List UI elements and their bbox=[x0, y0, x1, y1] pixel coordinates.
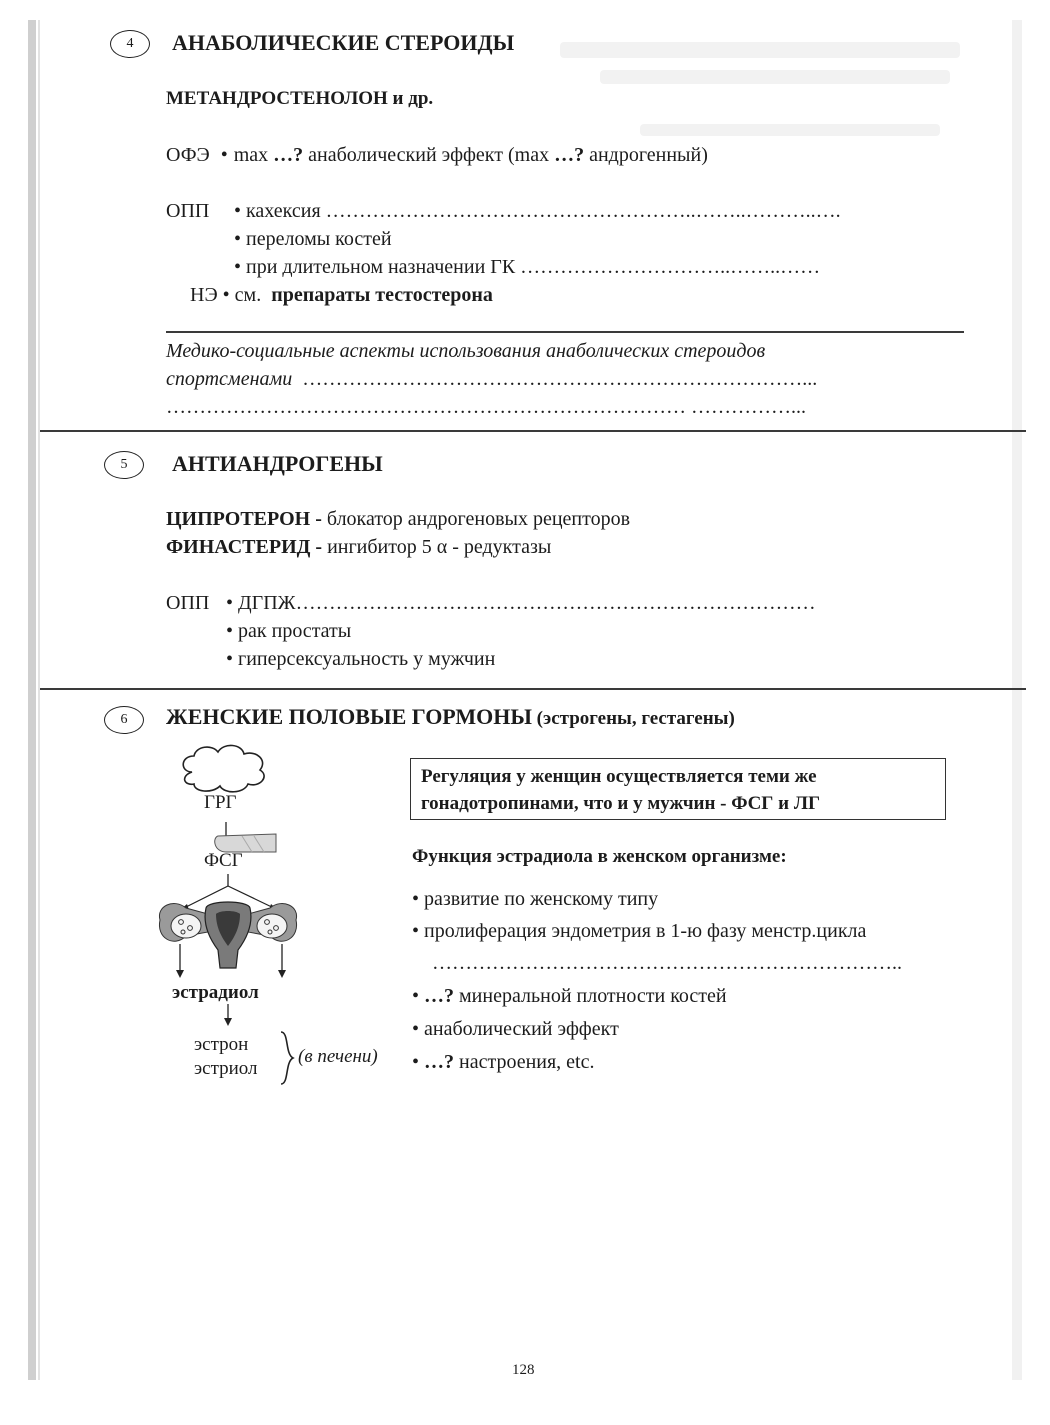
list-item: • …? минеральной плотности костей bbox=[412, 985, 727, 1007]
answer-dots: …………………………………………………………….. bbox=[432, 952, 902, 974]
estriol-label: эстриол bbox=[194, 1058, 258, 1079]
section-title: ЖЕНСКИЕ ПОЛОВЫЕ ГОРМОНЫ (эстрогены, гестагены) bbox=[166, 704, 735, 729]
grg-label: ГРГ bbox=[204, 792, 237, 813]
bullet: • bbox=[220, 144, 228, 166]
bleed-through bbox=[560, 42, 960, 58]
list-item: • переломы костей bbox=[234, 228, 392, 250]
brace-icon bbox=[278, 1030, 298, 1086]
opp-label: ОПП bbox=[166, 592, 210, 614]
aspects-dots: …………………………………………………………………… ……………... bbox=[166, 396, 806, 418]
ofe-label: ОФЭ bbox=[166, 144, 210, 166]
ofe-line bbox=[166, 144, 708, 167]
page-edge-shadow bbox=[1012, 20, 1022, 1380]
list-item: • кахексия ………………………………………………..……..………..…. bbox=[234, 200, 841, 222]
function-heading: Функция эстрадиола в женском организме: bbox=[412, 846, 787, 867]
list-item: • при длительном назначении ГК …………………………..……..…… bbox=[234, 256, 821, 278]
list-item: • пролиферация эндометрия в 1-ю фазу менстр.цикла bbox=[412, 920, 867, 942]
bleed-through bbox=[600, 70, 950, 84]
list-item: • ДГПЖ…………………………………………………………………… bbox=[226, 592, 816, 614]
ne-prefix: см. bbox=[234, 284, 262, 306]
list-item: • анаболический эффект bbox=[412, 1018, 619, 1040]
question-mark: …? bbox=[554, 144, 585, 166]
book-spine-shadow-inner bbox=[38, 20, 40, 1380]
aspects-text: спортсменами …………………………………………………………………... bbox=[166, 368, 818, 390]
ofe-text: анаболический эффект (max bbox=[303, 144, 555, 166]
aspects-text: Медико-социальные аспекты использования анаболических стероидов bbox=[166, 340, 766, 362]
list-item: • гиперсексуальность у мужчин bbox=[226, 648, 496, 670]
page-number: 128 bbox=[512, 1362, 535, 1378]
ofe-text: андрогенный) bbox=[584, 144, 708, 166]
list-item: • рак простаты bbox=[226, 620, 352, 642]
estradiol-label: эстрадиол bbox=[172, 982, 259, 1003]
drug-line: ЦИПРОТЕРОН - блокатор андрогеновых рецепторов bbox=[166, 508, 631, 530]
estron-label: эстрон bbox=[194, 1034, 249, 1055]
ne-reference: препараты тестостерона bbox=[271, 284, 493, 306]
section-number-badge: 5 bbox=[104, 451, 144, 479]
drug-name: МЕТАНДРОСТЕНОЛОН и др. bbox=[166, 88, 434, 109]
section-title: АНТИАНДРОГЕНЫ bbox=[172, 451, 383, 476]
list-item: • развитие по женскому типу bbox=[412, 888, 659, 910]
book-spine-shadow bbox=[28, 20, 36, 1380]
list-item: • …? настроения, etc. bbox=[412, 1051, 595, 1073]
ne-line: НЭ • см. препараты тестостерона bbox=[190, 284, 493, 306]
bleed-through bbox=[640, 124, 940, 136]
brain-cloud-icon bbox=[183, 745, 264, 791]
section-title: АНАБОЛИЧЕСКИЕ СТЕРОИДЫ bbox=[172, 30, 515, 55]
fsg-label: ФСГ bbox=[204, 850, 243, 871]
question-mark: …? bbox=[273, 144, 304, 166]
section-divider bbox=[40, 688, 1026, 690]
opp-label: ОПП bbox=[166, 200, 210, 222]
regulation-box: Регуляция у женщин осуществляется теми же гонадотропинами, что и у мужчин - ФСГ и ЛГ bbox=[410, 758, 946, 820]
ofe-text: max bbox=[233, 144, 274, 166]
section-divider bbox=[40, 430, 1026, 432]
liver-note: (в печени) bbox=[298, 1046, 378, 1067]
section-number-badge: 4 bbox=[110, 30, 150, 58]
divider bbox=[166, 331, 964, 333]
drug-line: ФИНАСТЕРИД - ингибитор 5 α - редуктазы bbox=[166, 536, 552, 558]
ne-label: НЭ bbox=[190, 284, 218, 306]
section-number-badge: 6 bbox=[104, 706, 144, 734]
